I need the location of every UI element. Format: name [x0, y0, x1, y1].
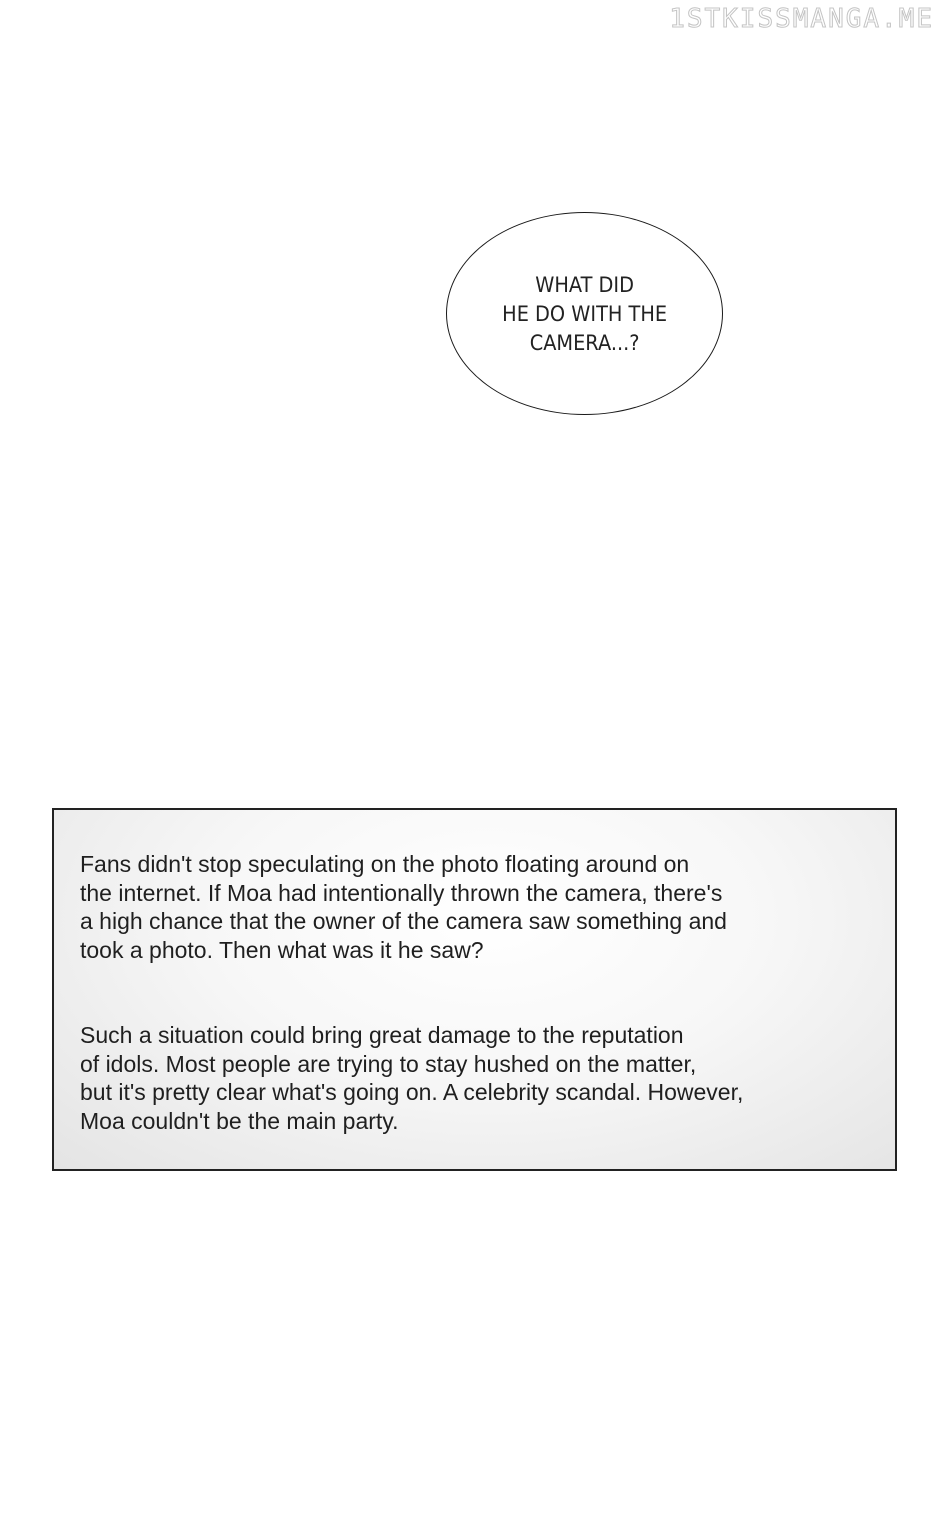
narration-paragraph-2: Such a situation could bring great damage to the reputation of idols. Most people are trying to stay hushed on the matter, but it's pretty clear what's going on. A celebrity scandal. However, Moa couldn't be the main party.	[80, 1022, 744, 1134]
narration-box	[52, 808, 897, 1171]
site-watermark: 1STKISSMANGA.ME	[669, 4, 934, 34]
speech-bubble-text: WHAT DID HE DO WITH THE CAMERA...?	[502, 273, 667, 355]
narration-paragraph-1: Fans didn't stop speculating on the photo floating around on the internet. If Moa had intentionally thrown the camera, there's a high chance that the owner of the camera saw something and took a photo. Then what was it he saw?	[80, 851, 727, 963]
speech-bubble	[446, 212, 723, 415]
